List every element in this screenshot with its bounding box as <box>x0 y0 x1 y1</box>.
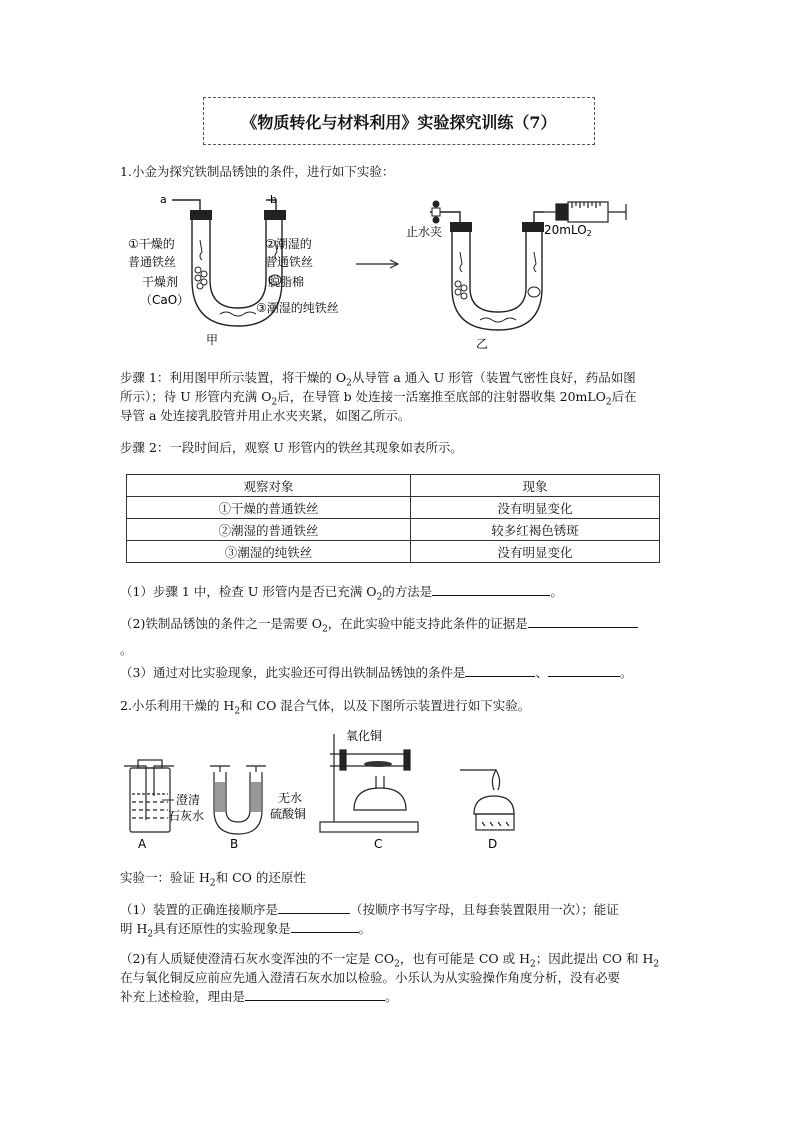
table-cell: ③潮湿的纯铁丝 <box>127 541 411 563</box>
fig-jia-label-dry-b: （CaO） <box>140 293 190 307</box>
q2-apparatus-figure <box>120 724 540 856</box>
stopper-right <box>264 210 286 220</box>
label-limewater-1: 澄清 <box>176 793 201 807</box>
q2-s2-line1: （2)有人质疑使澄清石灰水变浑浊的不一定是 $CO_2$，也有可能是 CO 或 $H_2$；因此提出 CO 和 $H_2$ <box>120 951 660 970</box>
q1-sub3: （3）通过对比实验现象，此实验还可得出铁制品锈蚀的条件是 、 。 <box>120 665 633 680</box>
label-cuso4-1: 无水 <box>278 791 303 805</box>
fig-jia-label-2a: ②潮湿的 <box>265 237 312 251</box>
pure-iron-wire <box>220 312 256 316</box>
table-header-row <box>127 475 660 497</box>
q1-sub1: （1）步骤 1 中，检查 U 形管内是否已充满 $O_2$的方法是 。 <box>120 584 563 603</box>
fig-yi-label-clamp: 止水夹 <box>406 225 443 239</box>
q2-s2-line2: 在与氧化铜反应前应先通入澄清石灰水加以检验。小乐认为从实验操作角度分析，没有必要 <box>120 970 621 985</box>
table-row <box>127 497 660 519</box>
table-cell: 没有明显变化 <box>411 541 660 563</box>
answer-blank[interactable] <box>291 920 359 933</box>
apparatus-a-bottle <box>124 760 174 832</box>
table-cell: 没有明显变化 <box>411 497 660 519</box>
q2-s1-line1: （1）装置的正确连接顺序是 （按顺序书写字母，且每套装置限用一次）；能证 <box>120 902 619 917</box>
q2-intro: 2.小乐利用干燥的 $H_2$和 CO 混合气体，以及下图所示装置进行如下实验。 <box>120 698 531 717</box>
q1-step1-line3: 导管 a 处连接乳胶管并用止水夹夹紧，如图乙所示。 <box>120 408 411 423</box>
q1-step2: 步骤 2：一段时间后，观察 U 形管内的铁丝其现象如表所示。 <box>120 440 463 455</box>
label-limewater-2: 石灰水 <box>168 809 205 823</box>
table-cell: 较多红褐色锈斑 <box>411 519 660 541</box>
answer-blank[interactable] <box>548 664 620 677</box>
q1-step1-line1: 步骤 1：利用图甲所示装置，将干燥的 $O_2$从导管 a 通入 U 形管（装置气密性良好，药品如图 <box>120 370 636 389</box>
q1-apparatus-figure <box>120 188 650 358</box>
syringe-icon <box>544 202 626 222</box>
fig-jia-label-cotton: 脱脂棉 <box>268 275 305 289</box>
caption-b: B <box>230 837 239 851</box>
q1-step1-line2: 所示）；待 U 形管内充满 $O_2$后，在导管 b 处连接一活塞推至底部的注射器收集 20mLO$_2$后在 <box>120 389 637 408</box>
caption-c: C <box>374 837 383 851</box>
clamp-icon <box>432 201 440 223</box>
fig-yi-label-syringe: 20mLO2 <box>544 223 592 238</box>
stopper-left <box>190 210 212 220</box>
apparatus-c <box>320 734 418 832</box>
iron-wire-yi-1 <box>460 252 462 272</box>
q2-s2-line3: 补充上述检验，理由是 。 <box>120 989 398 1004</box>
q1-intro: 1.小金为探究铁制品锈蚀的条件，进行如下实验： <box>120 164 395 179</box>
cuso4-fill-right <box>251 782 261 812</box>
tube-yi-right <box>534 212 544 222</box>
fig-jia-label-b: b <box>270 193 277 206</box>
label-cuso4-2: 硫酸铜 <box>270 807 307 821</box>
iron-wire-1 <box>200 240 202 260</box>
apparatus-d-burner <box>460 770 514 830</box>
fig-jia-label-1a: ①干燥的 <box>128 237 175 251</box>
table-cell: ①干燥的普通铁丝 <box>127 497 411 519</box>
fig-jia-label-3: ③潮湿的纯铁丝 <box>256 301 339 315</box>
page-title: 《物质转化与材料利用》实验探究训练（7） <box>203 97 595 145</box>
answer-blank[interactable] <box>278 901 350 914</box>
q2-exp1: 实验一：验证 $H_2$和 CO 的还原性 <box>120 870 306 889</box>
cuso4-fill <box>215 782 225 812</box>
table-header: 观察对象 <box>127 475 411 497</box>
table-cell: ②潮湿的普通铁丝 <box>127 519 411 541</box>
label-cuo: 氧化铜 <box>346 729 383 743</box>
answer-blank[interactable] <box>432 583 550 596</box>
stopper-yi-left <box>450 222 472 232</box>
cuo-powder <box>364 761 392 767</box>
fig-jia-label-1b: 普通铁丝 <box>128 255 177 269</box>
q1-sub2: （2)铁制品锈蚀的条件之一是需要 $O_2$，在此实验中能支持此条件的证据是 。 <box>120 614 676 659</box>
cotton-yi <box>528 287 540 297</box>
stopper-yi-right <box>522 222 544 232</box>
iron-wire-yi-2 <box>534 252 536 272</box>
fig-jia-label-2b: 普通铁丝 <box>265 255 314 269</box>
fig-jia-label-a: a <box>160 193 167 206</box>
desiccant-yi <box>455 281 467 299</box>
answer-blank[interactable] <box>528 615 638 628</box>
fig-jia-label-dry-a: 干燥剂 <box>142 275 179 289</box>
fig-jia-caption: 甲 <box>206 333 219 347</box>
table-header: 现象 <box>411 475 660 497</box>
table-row <box>127 519 660 541</box>
answer-blank[interactable] <box>245 988 385 1001</box>
pure-iron-yi <box>480 318 516 322</box>
desiccant-granules <box>195 267 207 289</box>
observation-table <box>126 474 660 563</box>
tube-a <box>172 200 200 210</box>
caption-a: A <box>138 837 147 851</box>
q2-s1-line2: 明 $H_2$具有还原性的实验现象是 。 <box>120 921 372 940</box>
table-row <box>127 541 660 563</box>
answer-blank[interactable] <box>465 664 535 677</box>
caption-d: D <box>488 837 498 851</box>
fig-yi-caption: 乙 <box>476 337 489 351</box>
u-tube-yi <box>452 228 542 330</box>
